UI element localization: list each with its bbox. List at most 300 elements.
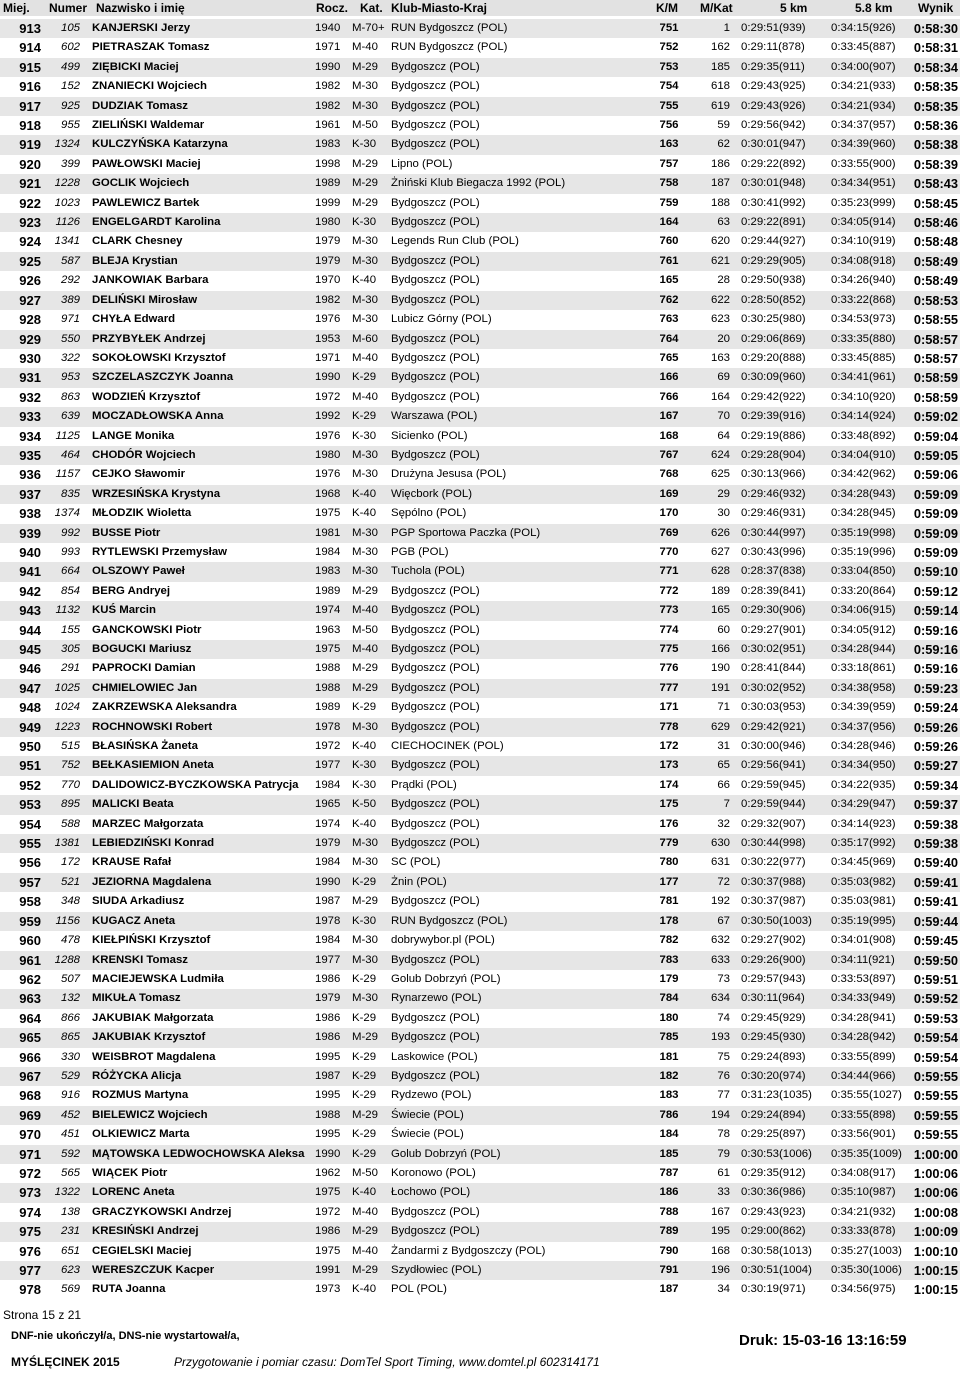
category-rank-cell: 628 [710, 565, 730, 578]
club-cell: Bydgoszcz (POL) [391, 351, 480, 364]
category-rank-cell: 193 [710, 1031, 730, 1044]
category-rank-cell: 78 [717, 1128, 730, 1141]
bib-number-cell: 451 [60, 1128, 80, 1141]
table-row [0, 970, 960, 989]
name-cell: PAWŁOWSKI Maciej [92, 157, 201, 170]
category-cell: K-30 [352, 429, 377, 442]
table-row [0, 1280, 960, 1299]
name-cell: KUGACZ Aneta [92, 914, 176, 927]
table-row [0, 698, 960, 717]
bib-number-cell: 623 [60, 1264, 80, 1276]
km-rank-cell: 761 [659, 254, 679, 267]
split-5km-cell: 0:30:22(977) [741, 856, 806, 869]
split-5km-cell: 0:29:27(902) [741, 934, 806, 947]
club-cell: Łochowo (POL) [391, 1186, 471, 1199]
km-rank-cell: 769 [659, 526, 679, 539]
place-cell: 925 [19, 253, 41, 269]
place-cell: 971 [19, 1146, 41, 1162]
birth-year-cell: 1965 [315, 798, 341, 811]
km-rank-cell: 764 [659, 332, 679, 345]
category-cell: M-30 [352, 856, 378, 869]
result-cell: 0:59:09 [913, 506, 958, 522]
name-cell: CHODÓR Wojciech [92, 448, 196, 461]
birth-year-cell: 1982 [315, 80, 341, 93]
category-rank-cell: 626 [710, 526, 730, 539]
table-row [0, 271, 960, 290]
split-5km-cell: 0:29:44(927) [741, 235, 806, 248]
club-cell: Bydgoszcz (POL) [391, 80, 480, 93]
result-cell: 0:58:57 [913, 350, 958, 366]
category-cell: M-50 [352, 623, 378, 636]
place-cell: 927 [19, 292, 41, 308]
category-cell: M-30 [352, 235, 378, 248]
birth-year-cell: 1971 [315, 351, 341, 364]
name-cell: MOCZADŁOWSKA Anna [92, 410, 224, 423]
km-rank-cell: 175 [659, 798, 679, 811]
result-cell: 0:58:49 [913, 253, 958, 269]
club-cell: Bydgoszcz (POL) [391, 293, 480, 306]
split-58km-cell: 0:34:28(941) [831, 1011, 896, 1024]
club-cell: Rydzewo (POL) [391, 1089, 472, 1102]
club-cell: Koronowo (POL) [391, 1166, 476, 1179]
name-cell: KRENSKI Tomasz [92, 953, 188, 966]
name-cell: PAPROCKI Damian [92, 662, 196, 675]
table-row [0, 1145, 960, 1164]
birth-year-cell: 1988 [315, 662, 341, 675]
table-row [0, 621, 960, 640]
category-rank-cell: 76 [717, 1069, 730, 1082]
split-5km-cell: 0:29:22(891) [741, 216, 806, 229]
place-cell: 924 [19, 234, 41, 250]
split-58km-cell: 0:35:55(1027) [831, 1089, 902, 1102]
club-cell: Bydgoszcz (POL) [391, 254, 480, 267]
category-rank-cell: 620 [710, 235, 730, 248]
place-cell: 929 [19, 331, 41, 347]
name-cell: KRESIŃSKI Andrzej [92, 1225, 199, 1238]
place-cell: 957 [19, 874, 41, 890]
club-cell: RUN Bydgoszcz (POL) [391, 914, 508, 927]
km-rank-cell: 772 [659, 584, 679, 597]
birth-year-cell: 1989 [315, 177, 341, 190]
place-cell: 934 [19, 428, 41, 444]
place-cell: 951 [19, 758, 41, 774]
category-cell: M-60 [352, 332, 378, 345]
split-58km-cell: 0:34:34(951) [831, 177, 896, 190]
split-58km-cell: 0:34:39(960) [831, 138, 896, 151]
split-58km-cell: 0:34:33(949) [831, 992, 896, 1005]
split-5km-cell: 0:30:53(1006) [741, 1147, 812, 1160]
bib-number-cell: 866 [60, 1011, 80, 1024]
bib-number-cell: 231 [60, 1225, 80, 1238]
category-cell: K-29 [352, 1128, 377, 1141]
km-rank-cell: 781 [659, 895, 679, 908]
category-rank-cell: 619 [710, 99, 730, 112]
result-cell: 0:59:10 [913, 564, 958, 580]
split-5km-cell: 0:29:29(905) [741, 254, 806, 267]
km-rank-cell: 167 [659, 410, 679, 423]
place-cell: 965 [19, 1030, 41, 1046]
place-cell: 974 [19, 1204, 41, 1220]
place-cell: 956 [19, 855, 41, 871]
split-5km-cell: 0:29:56(942) [741, 119, 806, 132]
split-58km-cell: 0:34:05(912) [831, 623, 896, 636]
table-row [0, 795, 960, 814]
category-cell: K-29 [352, 1050, 377, 1063]
bib-number-cell: 529 [60, 1069, 80, 1082]
result-cell: 0:59:41 [913, 894, 958, 910]
place-cell: 938 [19, 506, 41, 522]
split-5km-cell: 0:30:43(996) [741, 545, 806, 558]
category-rank-cell: 20 [717, 332, 730, 345]
category-cell: K-40 [352, 1186, 377, 1199]
split-58km-cell: 0:34:06(915) [831, 604, 896, 617]
club-cell: Więcbork (POL) [391, 487, 473, 500]
club-cell: Bydgoszcz (POL) [391, 216, 480, 229]
category-rank-cell: 74 [717, 1011, 730, 1024]
split-58km-cell: 0:34:37(956) [831, 720, 896, 733]
km-rank-cell: 174 [659, 778, 679, 791]
bib-number-cell: 292 [60, 274, 80, 287]
result-cell: 0:59:04 [913, 428, 958, 444]
place-cell: 952 [19, 777, 41, 793]
table-row [0, 135, 960, 154]
table-row [0, 718, 960, 737]
result-cell: 1:00:15 [913, 1282, 958, 1298]
bib-number-cell: 105 [60, 22, 80, 34]
birth-year-cell: 1984 [315, 778, 341, 791]
split-58km-cell: 0:33:53(897) [831, 972, 896, 985]
place-cell: 975 [19, 1224, 41, 1240]
place-cell: 943 [19, 603, 41, 619]
category-rank-cell: 631 [710, 856, 730, 869]
place-cell: 921 [19, 176, 41, 192]
name-cell: PAWLEWICZ Bartek [92, 196, 200, 209]
name-cell: BEŁKASIEMION Aneta [92, 759, 214, 772]
place-cell: 926 [19, 273, 41, 289]
result-cell: 0:59:26 [913, 739, 958, 755]
split-5km-cell: 0:30:41(992) [741, 196, 806, 209]
club-cell: Bydgoszcz (POL) [391, 99, 480, 112]
result-cell: 0:59:55 [913, 1107, 958, 1123]
header-name: Nazwisko i imię [96, 1, 185, 15]
place-cell: 958 [19, 894, 41, 910]
club-cell: Żandarmi z Bydgoszczy (POL) [391, 1244, 546, 1257]
split-58km-cell: 0:35:35(1009) [831, 1147, 902, 1160]
split-5km-cell: 0:30:37(987) [741, 895, 806, 908]
km-rank-cell: 776 [659, 662, 679, 675]
category-cell: M-29 [352, 1225, 378, 1238]
place-cell: 939 [19, 525, 41, 541]
place-cell: 953 [19, 797, 41, 813]
page-footer [0, 1306, 960, 1373]
result-cell: 0:59:26 [913, 719, 958, 735]
birth-year-cell: 1971 [315, 41, 341, 54]
birth-year-cell: 1992 [315, 410, 341, 423]
category-cell: M-40 [352, 390, 378, 403]
name-cell: WEISBROT Magdalena [92, 1050, 216, 1063]
result-cell: 0:58:53 [913, 292, 958, 308]
km-rank-cell: 766 [659, 390, 679, 403]
name-cell: DELIŃSKI Mirosław [92, 293, 198, 306]
category-rank-cell: 194 [710, 1108, 730, 1121]
km-rank-cell: 165 [659, 274, 679, 287]
bib-number-cell: 592 [60, 1147, 80, 1160]
split-58km-cell: 0:34:45(969) [831, 856, 896, 869]
name-cell: KIEŁPIŃSKI Krzysztof [92, 934, 211, 947]
km-rank-cell: 184 [659, 1128, 679, 1141]
km-rank-cell: 169 [659, 487, 679, 500]
split-58km-cell: 0:33:18(861) [831, 662, 896, 675]
result-cell: 0:58:59 [913, 370, 958, 386]
result-cell: 0:59:38 [913, 836, 958, 852]
club-cell: Bydgoszcz (POL) [391, 196, 480, 209]
birth-year-cell: 1978 [315, 720, 341, 733]
result-cell: 0:59:09 [913, 486, 958, 502]
result-cell: 0:59:05 [913, 447, 958, 463]
name-cell: CHMIELOWIEC Jan [92, 681, 198, 694]
club-cell: Bydgoszcz (POL) [391, 1225, 480, 1238]
split-58km-cell: 0:34:00(907) [831, 60, 896, 73]
bib-number-cell: 1322 [54, 1186, 80, 1199]
category-cell: M-30 [352, 293, 378, 306]
name-cell: JAKUBIAK Małgorzata [92, 1011, 214, 1024]
bib-number-cell: 971 [60, 313, 80, 326]
club-cell: Bydgoszcz (POL) [391, 759, 480, 772]
result-cell: 0:58:45 [913, 195, 958, 211]
bib-number-cell: 322 [60, 351, 80, 364]
bib-number-cell: 452 [60, 1108, 80, 1121]
result-cell: 0:59:44 [913, 913, 958, 929]
table-row [0, 446, 960, 465]
table-row [0, 38, 960, 57]
bib-number-cell: 752 [60, 759, 80, 772]
category-rank-cell: 75 [717, 1050, 730, 1063]
category-cell: M-29 [352, 1031, 378, 1044]
result-cell: 0:58:48 [913, 234, 958, 250]
split-5km-cell: 0:30:20(974) [741, 1069, 806, 1082]
split-58km-cell: 0:34:29(947) [831, 798, 896, 811]
table-row [0, 1067, 960, 1086]
result-cell: 0:58:35 [913, 98, 958, 114]
club-cell: Bydgoszcz (POL) [391, 371, 480, 384]
birth-year-cell: 1977 [315, 953, 341, 966]
club-cell: Bydgoszcz (POL) [391, 138, 480, 151]
result-cell: 0:59:09 [913, 525, 958, 541]
result-cell: 0:59:27 [913, 758, 958, 774]
category-cell: K-30 [352, 914, 377, 927]
header-mkat: M/Kat [700, 1, 733, 15]
club-cell: Bydgoszcz (POL) [391, 701, 480, 714]
name-cell: CEJKO Sławomir [92, 468, 186, 481]
table-row [0, 232, 960, 251]
bib-number-cell: 1288 [54, 953, 80, 966]
split-5km-cell: 0:29:59(945) [741, 778, 806, 791]
table-row [0, 465, 960, 484]
result-cell: 0:58:59 [913, 389, 958, 405]
split-58km-cell: 0:34:10(920) [831, 390, 896, 403]
category-cell: K-40 [352, 274, 377, 287]
km-rank-cell: 757 [659, 157, 679, 170]
bib-number-cell: 499 [60, 60, 80, 73]
name-cell: CHYŁA Edward [92, 313, 176, 326]
table-row [0, 815, 960, 834]
split-58km-cell: 0:33:48(892) [831, 429, 896, 442]
category-rank-cell: 195 [710, 1225, 730, 1238]
table-row [0, 1164, 960, 1183]
name-cell: PRZYBYŁEK Andrzej [92, 332, 206, 345]
place-cell: 918 [19, 118, 41, 134]
km-rank-cell: 762 [659, 293, 679, 306]
result-cell: 0:59:55 [913, 1088, 958, 1104]
name-cell: KANJERSKI Jerzy [92, 22, 191, 34]
club-cell: Tuchola (POL) [391, 565, 465, 578]
km-rank-cell: 768 [659, 468, 679, 481]
km-rank-cell: 179 [659, 972, 679, 985]
split-58km-cell: 0:33:22(868) [831, 293, 896, 306]
category-rank-cell: 69 [717, 371, 730, 384]
table-row [0, 951, 960, 970]
name-cell: OLSZOWY Paweł [92, 565, 185, 578]
category-cell: M-30 [352, 837, 378, 850]
table-row [0, 1125, 960, 1144]
club-cell: Golub Dobrzyń (POL) [391, 972, 501, 985]
split-5km-cell: 0:31:23(1035) [741, 1089, 812, 1102]
table-row [0, 213, 960, 232]
birth-year-cell: 1979 [315, 992, 341, 1005]
result-cell: 0:58:57 [913, 331, 958, 347]
category-rank-cell: 61 [717, 1166, 730, 1179]
name-cell: WIĄCEK Piotr [92, 1166, 168, 1179]
table-row [0, 504, 960, 523]
km-rank-cell: 760 [659, 235, 679, 248]
result-cell: 0:59:37 [913, 797, 958, 813]
bib-number-cell: 1341 [54, 235, 80, 248]
km-rank-cell: 785 [659, 1031, 679, 1044]
split-5km-cell: 0:29:43(926) [741, 99, 806, 112]
category-cell: K-40 [352, 817, 377, 830]
bib-number-cell: 569 [60, 1283, 80, 1296]
name-cell: LORENC Aneta [92, 1186, 175, 1199]
club-cell: RUN Bydgoszcz (POL) [391, 41, 508, 54]
place-cell: 919 [19, 137, 41, 153]
split-5km-cell: 0:30:01(947) [741, 138, 806, 151]
split-58km-cell: 0:35:03(981) [831, 895, 896, 908]
table-row [0, 368, 960, 387]
place-cell: 932 [19, 389, 41, 405]
split-58km-cell: 0:35:19(996) [831, 545, 896, 558]
table-row [0, 931, 960, 950]
place-cell: 978 [19, 1282, 41, 1298]
category-rank-cell: 168 [710, 1244, 730, 1257]
category-cell: M-30 [352, 545, 378, 558]
split-58km-cell: 0:34:28(943) [831, 487, 896, 500]
place-cell: 969 [19, 1107, 41, 1123]
place-cell: 948 [19, 700, 41, 716]
bib-number-cell: 399 [60, 157, 80, 170]
name-cell: WERESZCZUK Kacper [92, 1264, 215, 1276]
category-rank-cell: 59 [717, 119, 730, 132]
category-cell: M-29 [352, 157, 378, 170]
bib-number-cell: 992 [60, 526, 80, 539]
birth-year-cell: 1972 [315, 1205, 341, 1218]
km-rank-cell: 185 [659, 1147, 679, 1160]
km-rank-cell: 756 [659, 119, 679, 132]
table-row [0, 659, 960, 678]
place-cell: 955 [19, 836, 41, 852]
category-rank-cell: 66 [717, 778, 730, 791]
category-cell: M-29 [352, 177, 378, 190]
table-row [0, 291, 960, 310]
result-cell: 0:58:36 [913, 118, 958, 134]
split-5km-cell: 0:30:36(986) [741, 1186, 806, 1199]
bib-number-cell: 1126 [55, 216, 80, 229]
split-5km-cell: 0:30:09(960) [741, 371, 806, 384]
split-5km-cell: 0:29:45(929) [741, 1011, 806, 1024]
name-cell: BUSSE Piotr [92, 526, 161, 539]
result-cell: 0:59:14 [913, 603, 958, 619]
birth-year-cell: 1990 [315, 875, 341, 888]
club-cell: Lubicz Górny (POL) [391, 313, 492, 326]
category-rank-cell: 629 [710, 720, 730, 733]
split-5km-cell: 0:30:11(964) [741, 992, 805, 1005]
place-cell: 923 [19, 215, 41, 231]
split-58km-cell: 0:33:55(900) [831, 157, 896, 170]
split-5km-cell: 0:29:19(886) [741, 429, 806, 442]
km-rank-cell: 790 [659, 1244, 679, 1257]
name-cell: MĄTOWSKA LEDWOCHOWSKA Aleksa [92, 1147, 305, 1160]
split-5km-cell: 0:29:24(893) [741, 1050, 806, 1063]
category-cell: K-40 [352, 740, 377, 753]
split-58km-cell: 0:34:28(945) [831, 507, 896, 520]
split-5km-cell: 0:29:26(900) [741, 953, 806, 966]
header-split-58km: 5.8 km [855, 1, 893, 15]
birth-year-cell: 1986 [315, 1011, 341, 1024]
birth-year-cell: 1975 [315, 1186, 341, 1199]
bib-number-cell: 305 [60, 643, 80, 655]
split-5km-cell: 0:30:02(951) [741, 643, 806, 655]
result-cell: 0:58:31 [913, 40, 958, 56]
category-rank-cell: 163 [710, 351, 730, 364]
km-rank-cell: 166 [659, 371, 679, 384]
birth-year-cell: 1999 [315, 196, 341, 209]
result-cell: 0:58:55 [913, 312, 958, 328]
club-cell: POL (POL) [391, 1283, 447, 1296]
split-58km-cell: 0:34:22(935) [831, 778, 896, 791]
km-rank-cell: 778 [659, 720, 679, 733]
split-5km-cell: 0:29:25(897) [741, 1128, 806, 1141]
bib-number-cell: 1024 [54, 701, 80, 714]
category-cell: K-30 [352, 759, 377, 772]
table-row [0, 1048, 960, 1067]
name-cell: MALICKI Beata [92, 798, 174, 811]
results-table-header [0, 0, 960, 16]
result-cell: 0:58:34 [913, 59, 958, 75]
name-cell: ZNANIECKI Wojciech [92, 80, 207, 93]
category-rank-cell: 189 [710, 584, 730, 597]
split-5km-cell: 0:29:57(943) [741, 972, 806, 985]
result-cell: 0:59:54 [913, 1049, 958, 1065]
table-row [0, 524, 960, 543]
category-rank-cell: 72 [717, 875, 730, 888]
split-5km-cell: 0:29:51(939) [741, 22, 806, 34]
km-rank-cell: 780 [659, 856, 679, 869]
bib-number-cell: 1374 [54, 507, 80, 520]
split-58km-cell: 0:33:04(850) [831, 565, 896, 578]
place-cell: 976 [19, 1243, 41, 1259]
category-cell: M-30 [352, 254, 378, 267]
split-58km-cell: 0:34:44(966) [831, 1069, 896, 1082]
category-cell: M-30 [352, 992, 378, 1005]
